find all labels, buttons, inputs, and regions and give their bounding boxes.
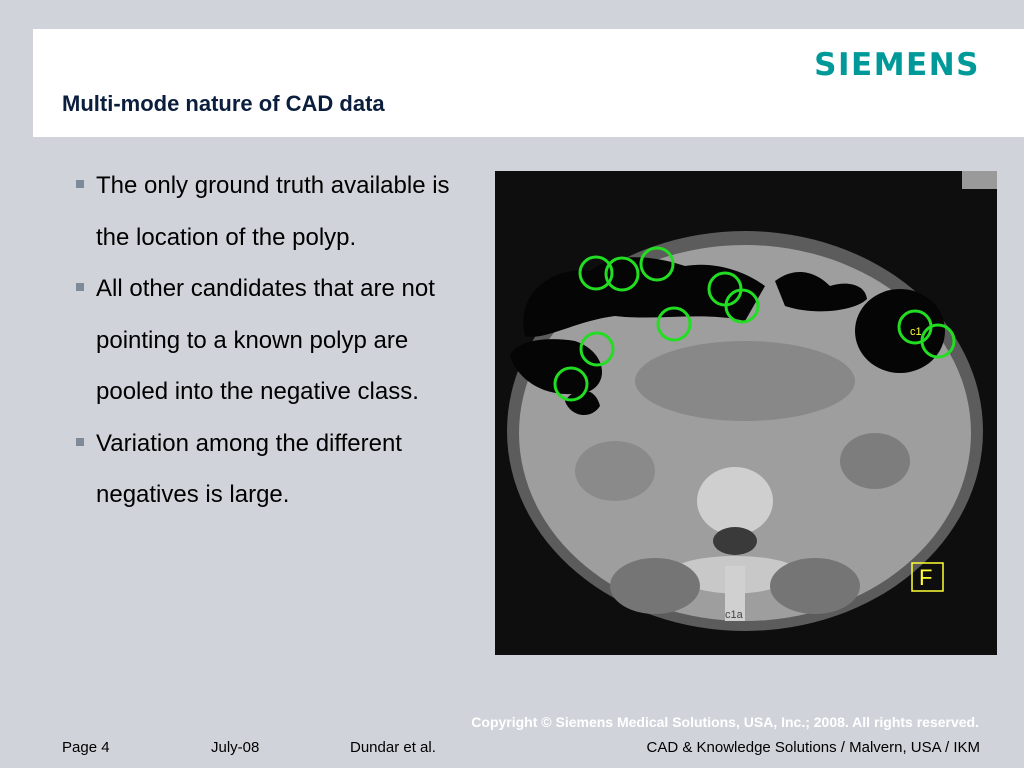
bullet-list [72,160,482,521]
marker-label: F [919,565,933,590]
ct-scan-image [495,171,997,655]
axis-label: c1a [725,609,743,621]
candidate-label: c1 [910,326,922,338]
siemens-logo: SIEMENS [814,47,980,83]
copyright-notice: Copyright © Siemens Medical Solutions, USA, Inc.; 2008. All rights reserved. [471,714,979,730]
bullet-text: All other candidates that are not pointing to a known polyp are pooled into the negative class. [96,275,435,405]
bullet-text: Variation among the different negatives is large. [96,429,402,508]
bullet-item [72,160,482,263]
slide-title: Multi-mode nature of CAD data [62,91,385,116]
square-bullet-icon [76,180,84,188]
header-bar [33,29,1024,137]
footer-author: Dundar et al. [350,739,436,756]
square-bullet-icon [76,283,84,291]
bullet-item [72,263,482,418]
bullet-text: The only ground truth available is the location of the polyp. [96,172,450,251]
footer-page-number: Page 4 [62,739,110,756]
footer-date: July-08 [211,739,260,756]
square-bullet-icon [76,438,84,446]
footer-department: CAD & Knowledge Solutions / Malvern, USA / IKM [646,739,980,756]
bullet-item [72,418,482,521]
